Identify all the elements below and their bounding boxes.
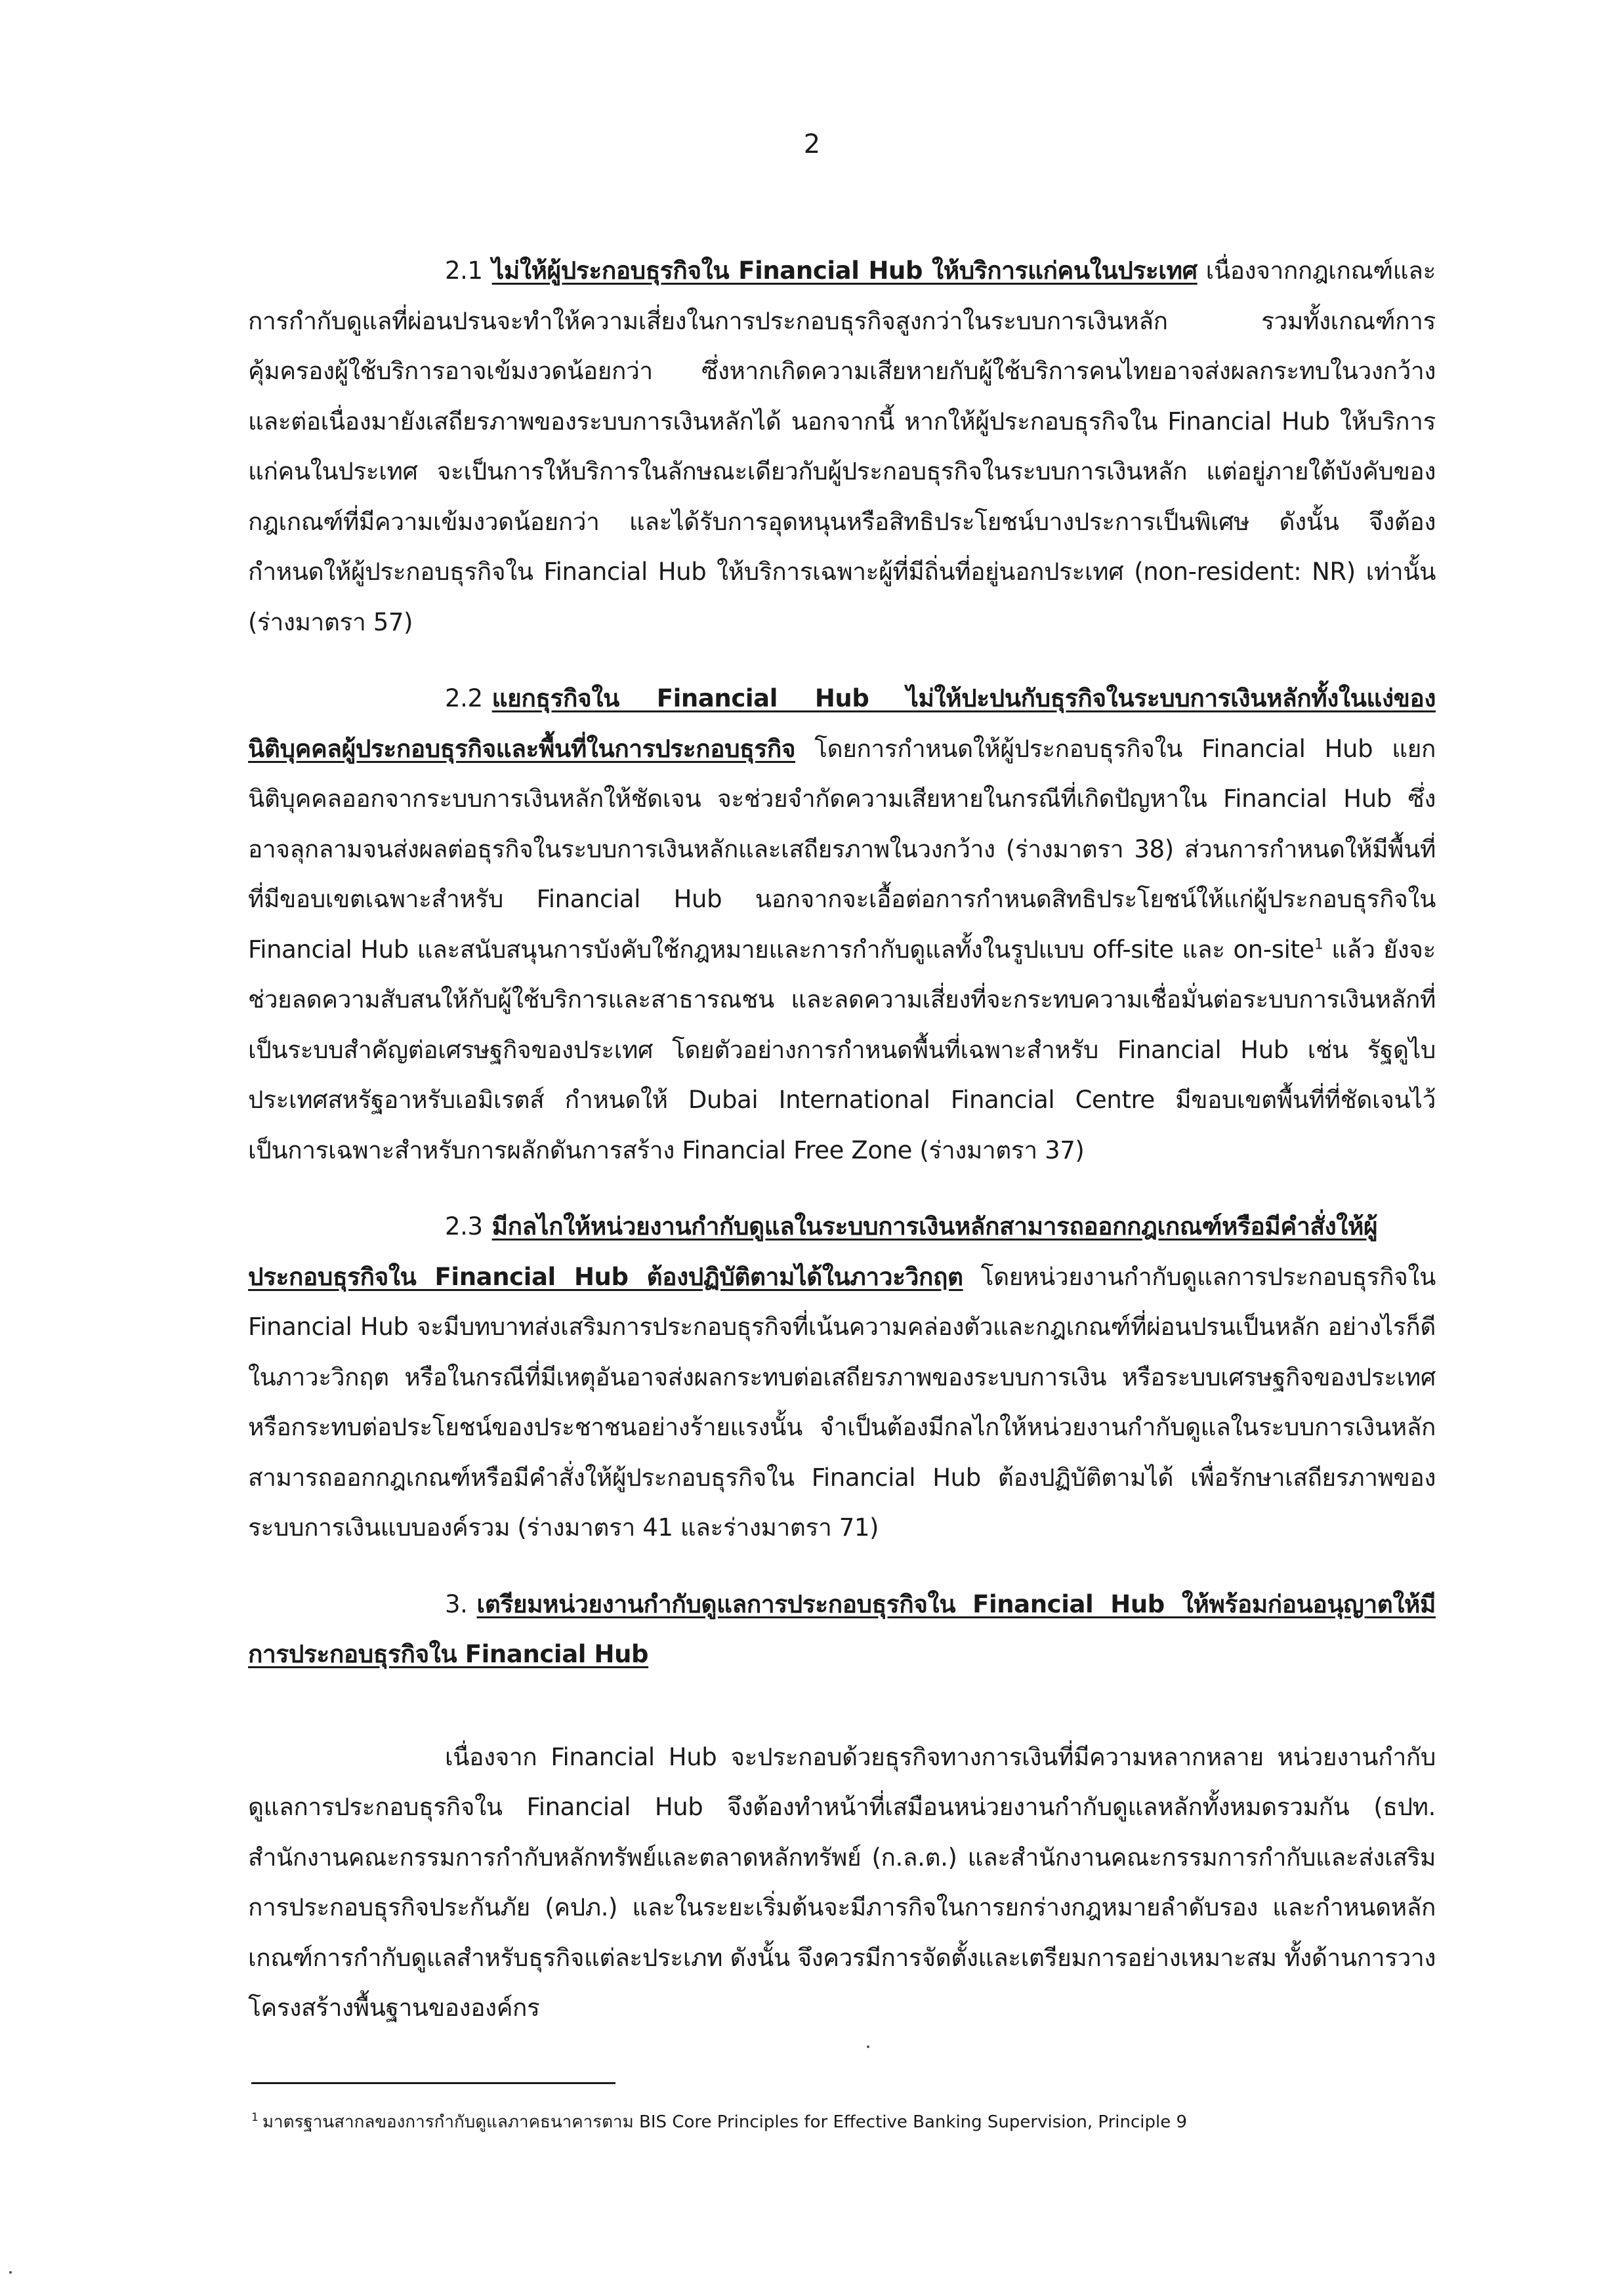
section-3-body: เนื่องจาก Financial Hub จะประกอบด้วยธุรกิจทางการเงินที่มีความหลากหลาย หน่วยงานกำกับดูแลการประกอบธุรกิจใน Financial Hub จึงต้องทำหน้าที่เสมือนหน่วยงานกำกับดูแลหลักทั้งหมดรวมกัน (ธปท. สำนักงานคณะกรรมการกำกับหลักทรัพย์และตลาดหลักทรัพย์ (ก.ล.ต.) และสำนักงานคณะกรรมการกำกับและส่งเสริมการประกอบธุรกิจประกันภัย (คปภ.) และในระยะเริ่มต้นจะมีภารกิจในการยกร่างกฎหมายลำดับรอง และกำหนดหลักเกณฑ์การกำกับดูแลสำหรับธุรกิจแต่ละประเภท ดังนั้น จึงควรมีการจัดตั้งและเตรียมการอย่างเหมาะสม ทั้งด้านการวางโครงสร้างพื้นฐานขององค์กร bbox=[248, 1742, 1436, 2022]
document-body bbox=[248, 246, 1436, 2060]
section-2-1-body: เนื่องจากกฎเกณฑ์และการกำกับดูแลที่ผ่อนปรนจะทำให้ความเสี่ยงในการประกอบธุรกิจสูงกว่าในระบบการเงินหลัก รวมทั้งเกณฑ์การคุ้มครองผู้ใช้บริการอาจเข้มงวดน้อยกว่า ซึ่งหากเกิดความเสียหายกับผู้ใช้บริการคนไทยอาจส่งผลกระทบในวงกว้างและต่อเนื่องมายังเสถียรภาพของระบบการเงินหลักได้ นอกจากนี้ หากให้ผู้ประกอบธุรกิจใน Financial Hub ให้บริการแก่คนในประเทศ จะเป็นการให้บริการในลักษณะเดียวกับผู้ประกอบธุรกิจในระบบการเงินหลัก แต่อยู่ภายใต้บังคับของกฎเกณฑ์ที่มีความเข้มงวดน้อยกว่า และได้รับการอุดหนุนหรือสิทธิประโยชน์บางประการเป็นพิเศษ ดังนั้น จึงต้องกำหนดให้ผู้ประกอบธุรกิจใน Financial Hub ให้บริการเฉพาะผู้ที่มีถิ่นที่อยู่นอกประเทศ (non-resident: NR) เท่านั้น (ร่างมาตรา 57) bbox=[248, 256, 1436, 636]
section-2-1-number: 2.1 bbox=[445, 256, 483, 285]
section-2-2 bbox=[248, 674, 1436, 1176]
section-2-3 bbox=[248, 1202, 1436, 1553]
scan-speck bbox=[867, 2045, 869, 2048]
section-2-3-heading: มีกลไกให้หน่วยงานกำกับดูแลในระบบการเงินหลักสามารถออกกฎเกณฑ์หรือมีคำสั่งให้ผู้ประกอบธุรกิจใน Financial Hub ต้องปฏิบัติตามได้ในภาวะวิกฤต bbox=[248, 1212, 1378, 1291]
footnote-divider bbox=[251, 2082, 615, 2084]
section-2-2-body-part-1: โดยการกำหนดให้ผู้ประกอบธุรกิจใน Financial Hub แยกนิติบุคคลออกจากระบบการเงินหลักให้ชัดเจน จะช่วยจำกัดความเสียหายในกรณีที่เกิดปัญหาใน Financial Hub ซึ่งอาจลุกลามจนส่งผลต่อธุรกิจในระบบการเงินหลักและเสถียรภาพในวงกว้าง (ร่างมาตรา 38) ส่วนการกำหนดให้มีพื้นที่ที่มีขอบเขตเฉพาะสำหรับ Financial Hub นอกจากจะเอื้อต่อการกำหนดสิทธิประโยชน์ให้แก่ผู้ประกอบธุรกิจใน Financial Hub และสนับสนุนการบังคับใช้กฎหมายและการกำกับดูแลทั้งในรูปแบบ off-site และ on-site bbox=[248, 734, 1436, 964]
footnote-reference: 1 bbox=[1314, 936, 1323, 953]
footnote-text: มาตรฐานสากลของการกำกับดูแลภาคธนาคารตาม BIS Core Principles for Effective Banking Supervision, Principle 9 bbox=[262, 2112, 1188, 2132]
section-2-2-number: 2.2 bbox=[445, 684, 483, 712]
section-2-2-heading: แยกธุรกิจใน Financial Hub ไม่ให้ปะปนกับธุรกิจในระบบการเงินหลักทั้งในแง่ของนิติบุคคลผู้ประกอบธุรกิจและพื้นที่ในการประกอบธุรกิจ bbox=[248, 684, 1436, 763]
section-3-number: 3. bbox=[445, 1589, 468, 1618]
section-2-2-body-part-2: แล้ว ยังจะช่วยลดความสับสนให้กับผู้ใช้บริการและสาธารณชน และลดความเสี่ยงที่จะกระทบความเชื่อมั่นต่อระบบการเงินหลักที่เป็นระบบสำคัญต่อเศรษฐกิจของประเทศ โดยตัวอย่างการกำหนดพื้นที่เฉพาะสำหรับ Financial Hub เช่น รัฐดูไบ ประเทศสหรัฐอาหรับเอมิเรตส์ กำหนดให้ Dubai International Financial Centre มีขอบเขตพื้นที่ที่ชัดเจนไว้เป็นการเฉพาะสำหรับการผลักดันการสร้าง Financial Free Zone (ร่างมาตรา 37) bbox=[248, 935, 1436, 1164]
section-3-heading: เตรียมหน่วยงานกำกับดูแลการประกอบธุรกิจใน Financial Hub ให้พร้อมก่อนอนุญาตให้มีการประกอบธุรกิจใน Financial Hub bbox=[248, 1589, 1436, 1668]
section-2-3-number: 2.3 bbox=[445, 1212, 483, 1240]
scan-speck bbox=[9, 2271, 12, 2274]
footnote-marker: 1 bbox=[251, 2111, 259, 2125]
footnote bbox=[251, 2109, 1446, 2135]
page-number: 2 bbox=[803, 129, 821, 159]
section-3-heading-paragraph bbox=[248, 1580, 1436, 1680]
section-2-1 bbox=[248, 246, 1436, 647]
section-2-3-body: โดยหน่วยงานกำกับดูแลการประกอบธุรกิจใน Financial Hub จะมีบทบาทส่งเสริมการประกอบธุรกิจที่เน้นความคล่องตัวและกฎเกณฑ์ที่ผ่อนปรนเป็นหลัก อย่างไรก็ดี ในภาวะวิกฤต หรือในกรณีที่มีเหตุอันอาจส่งผลกระทบต่อเสถียรภาพของระบบการเงิน หรือระบบเศรษฐกิจของประเทศ หรือกระทบต่อประโยชน์ของประชาชนอย่างร้ายแรงนั้น จำเป็นต้องมีกลไกให้หน่วยงานกำกับดูแลในระบบการเงินหลักสามารถออกกฎเกณฑ์หรือมีคำสั่งให้ผู้ประกอบธุรกิจใน Financial Hub ต้องปฏิบัติตามได้ เพื่อรักษาเสถียรภาพของระบบการเงินแบบองค์รวม (ร่างมาตรา 41 และร่างมาตรา 71) bbox=[248, 1262, 1436, 1542]
section-2-1-heading: ไม่ให้ผู้ประกอบธุรกิจใน Financial Hub ให้บริการแก่คนในประเทศ bbox=[491, 256, 1197, 285]
